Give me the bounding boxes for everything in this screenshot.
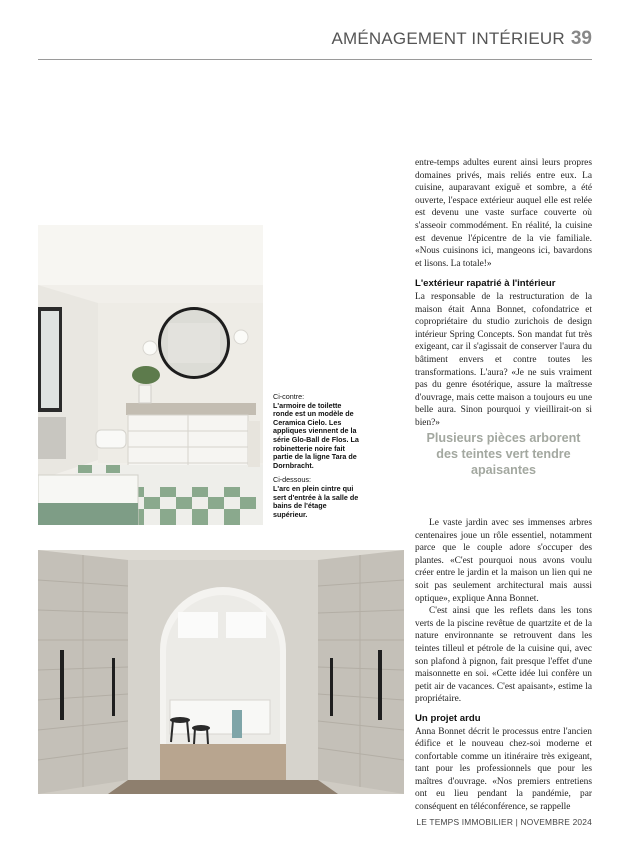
bathroom-illustration: [38, 225, 263, 525]
caption-text-above: L'armoire de toilette ronde est un modèle de Ceramica Cielo. Les appliques viennent de la série Glo-Ball de Flos. La robinetterie noire fait partie de la ligne Tara de Dornbracht.: [273, 400, 359, 470]
page-number: 39: [570, 28, 592, 49]
arch-illustration: [38, 550, 404, 794]
subheading-exterieur: L'extérieur rapatrié à l'intérieur: [415, 278, 556, 290]
arch-entrance-photo: [38, 550, 404, 794]
article-paragraph: C'est ainsi que les reflets dans les tons verts de la piscine revêtue de quartzite et de la nature environnante se retrouvent dans les teintes tilleul et pétrole de la cuisine qui, avec son plafond à pignon, fait presque l'effet d'une maisonnette en soi. «Cette idée lui confère un petit air de vacances. C'est apaisant», estime la propriétaire.: [415, 606, 592, 705]
article-paragraph: Anna Bonnet décrit le processus entre l'ancien édifice et le nouveau chez-soi moderne et confortable comme un itinéraire très exigeant, tant pour les professionnels que pour les maîtres d'ouvrage. «Nos premiers entretiens ont eu lieu pendant la pandémie, par conséquent en téléconférence, se rappelle: [415, 726, 592, 813]
article-column-bottom: [415, 517, 592, 814]
header-rule: [38, 59, 592, 60]
caption-text-below: L'arc en plein cintre qui sert d'entrée à la salle de bains de l'étage supérieur.: [273, 483, 359, 519]
page-header: [331, 28, 592, 54]
section-title: AMÉNAGEMENT INTÉRIEUR: [331, 29, 565, 48]
photo-caption: [273, 393, 361, 519]
subheading-projet: Un projet ardu: [415, 712, 481, 724]
pull-quote: Plusieurs pièces arborent des teintes vert tendre apaisantes: [426, 431, 581, 477]
page-footer: LE TEMPS IMMOBILIER | NOVEMBRE 2024: [416, 817, 592, 827]
caption-label-below: Ci-dessous:: [273, 475, 311, 485]
article-paragraph: entre-temps adultes eurent ainsi leurs propres domaines privés, mais reliés entre eux. La cuisine, auparavant exiguë et sombre, a été ouverte, l'espace extérieur auquel elle est relée est devenu une vaste surface couverte où s'asseoir commodément. En réalité, la cuisine est devenue l'épicentre de la vie familiale. «Nous cuisinons ici, mangeons ici, bavardons et lisons. La totale!»: [415, 158, 592, 269]
article-paragraph: La responsable de la restructuration de la maison était Anna Bonnet, cofondatrice et copropriétaire du studio zurichois de design intérieur Spring Concepts. Son mandat fut très exigeant, car il s'agissait de conserver l'aura du bâtiment envers et contre toutes les transformations. L'aura? «Je ne suis vraiment pas du genre ésotérique, assure la maîtresse d'ouvrage, mais cette maison a toujours eu une belle aura. Sinon pourquoi y vieillirait-on si bien?»: [415, 291, 592, 428]
caption-label-above: Ci-contre:: [273, 392, 305, 401]
bathroom-photo: [38, 225, 263, 525]
article-column-top: [415, 157, 592, 429]
article-paragraph: Le vaste jardin avec ses immenses arbres centenaires joue un rôle essentiel, notamment parce que le couple adore s'occuper des plantes. «C'est pourquoi nous avons voulu créer entre le jardin et la maison un lien qui ne soit pas seulement architectural mais aussi optique», explique Anna Bonnet.: [415, 518, 592, 604]
